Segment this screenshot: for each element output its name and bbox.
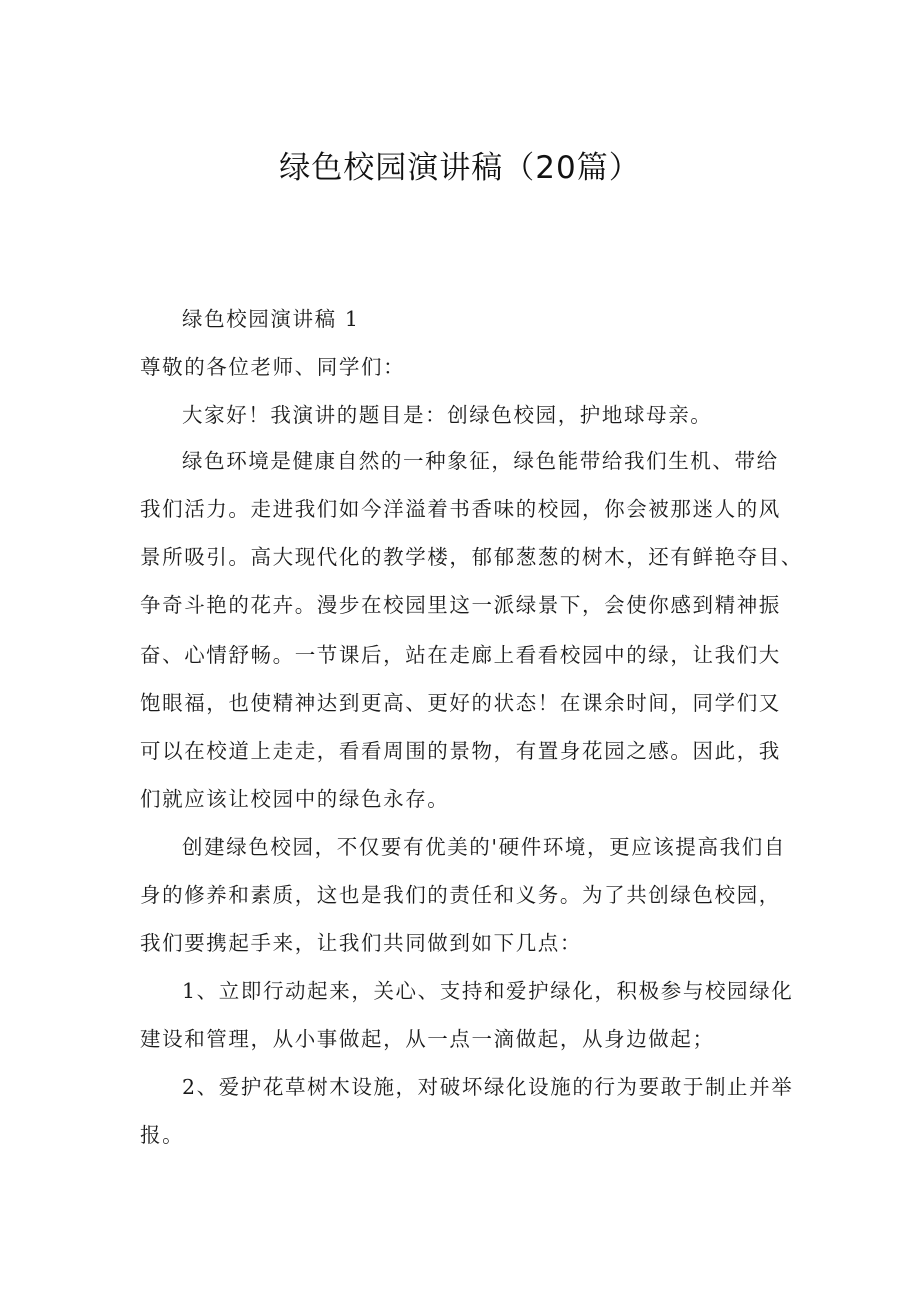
- paragraph-line: 可以在校道上走走，看看周围的景物，有置身花园之感。因此，我: [140, 739, 781, 763]
- document-title: 绿色校园演讲稿（20篇）: [279, 150, 641, 186]
- paragraph-line: 报。: [140, 1123, 185, 1147]
- paragraph-line: 景所吸引。高大现代化的教学楼，郁郁葱葱的树木，还有鲜艳夺目、: [140, 545, 803, 569]
- paragraph-line: 们就应该让校园中的绿色永存。: [140, 787, 450, 811]
- paragraph-line: 我们活力。走进我们如今洋溢着书香味的校园，你会被那迷人的风: [140, 497, 781, 521]
- paragraph-line: 我们要携起手来，让我们共同做到如下几点：: [140, 931, 582, 955]
- paragraph-line: 奋、心情舒畅。一节课后，站在走廊上看看校园中的绿，让我们大: [140, 643, 781, 667]
- paragraph-line: 大家好！我演讲的题目是：创绿色校园，护地球母亲。: [182, 403, 713, 427]
- paragraph-line: 争奇斗艳的花卉。漫步在校园里这一派绿景下，会使你感到精神振: [140, 593, 781, 617]
- paragraph-line: 身的修养和素质，这也是我们的责任和义务。为了共创绿色校园，: [140, 883, 781, 907]
- paragraph-line: 2、爱护花草树木设施，对破坏绿化设施的行为要敢于制止并举: [182, 1075, 794, 1099]
- paragraph-line: 创建绿色校园，不仅要有优美的'硬件环境，更应该提高我们自: [182, 835, 786, 859]
- salutation: 尊敬的各位老师、同学们：: [140, 355, 406, 379]
- paragraph-line: 饱眼福，也使精神达到更高、更好的状态！在课余时间，同学们又: [140, 691, 781, 715]
- paragraph-line: 建设和管理，从小事做起，从一点一滴做起，从身边做起；: [140, 1027, 715, 1051]
- paragraph-line: 1、立即行动起来，关心、支持和爱护绿化，积极参与校园绿化: [182, 979, 794, 1003]
- section-heading: 绿色校园演讲稿 1: [182, 307, 360, 331]
- paragraph-line: 绿色环境是健康自然的一种象征，绿色能带给我们生机、带给: [182, 449, 779, 473]
